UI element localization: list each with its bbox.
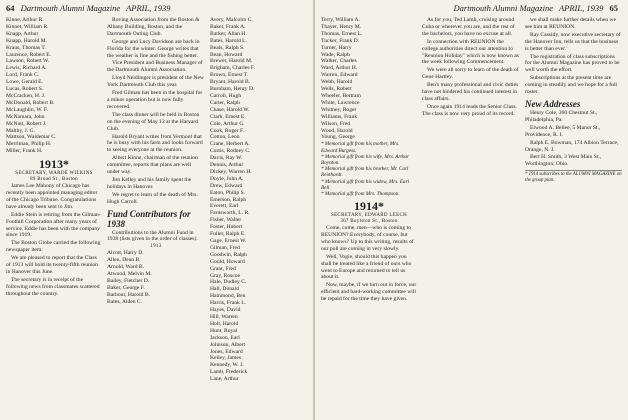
contributor-name: Crane, Herbert A.	[210, 141, 250, 148]
contributor-name: Hammond, Ben	[210, 293, 246, 300]
contributor-name: Wade, Ralph	[321, 51, 350, 58]
contributor-name: Fuller, Ralph E.	[210, 231, 246, 238]
contributor-name: Gilman, Fred	[210, 244, 240, 251]
contributor-name: Thomas, Ernest L.	[321, 30, 363, 37]
contributor-name: Lucas, Robert S.	[6, 86, 44, 93]
note-paragraph: Roving Association from the Boston & Albany Building, Boston, and the Dartmouth Outing Club.	[107, 17, 200, 37]
footnote: * 1914 subscribes to the ALUMNI MAGAZINE on the group plan.	[525, 172, 622, 183]
contributor-name: Brewer, Harold M.	[210, 58, 253, 65]
contributor-name: Doyle, John A.	[210, 175, 244, 182]
contributor-name: Dennis, Arthur	[210, 162, 244, 169]
contributor-name: Alcott, Harry D.	[107, 250, 144, 257]
secretary-address: 89 Broad St., Boston	[30, 177, 78, 183]
contributor-name: McDonald, Robert B.	[6, 99, 55, 106]
contributor-name: Barbour, Harold B.	[107, 291, 150, 298]
page-number: 65	[609, 3, 618, 13]
contributor-name: Whitney, Roger	[321, 106, 357, 113]
secretary-address: 367 Boylston St., Boston	[340, 219, 398, 225]
contributor-name: Warren, Edward	[321, 72, 358, 79]
right-page	[315, 0, 628, 420]
contributor-name: Bryant, Harold B.	[210, 79, 251, 86]
contributor-name: Kinne, Arthur R.	[6, 17, 44, 23]
contributor-name: Harris, Frank L.	[210, 300, 247, 307]
class-heading: 1913*	[39, 157, 69, 172]
fund-name-list	[321, 17, 417, 141]
contributor-name: Carter, Ralph	[210, 99, 240, 106]
left-column-3	[210, 17, 307, 416]
fund-class: 1913	[150, 244, 162, 250]
contributor-name: Hill, Warren	[210, 313, 238, 320]
note-paragraph: Well, Vogie, should this happen you shall be treated like a friend of ours who went to Europe and returned to tell us about it.	[321, 253, 412, 281]
class-notes-continued	[107, 17, 205, 206]
contributor-name: Ward, Arthur H.	[321, 65, 358, 72]
note-paragraph: Eddie Stein is retiring from the Gilman-Foothill Corporation after many years of service. Eddie has been with the company since 1919.	[6, 211, 101, 239]
note-paragraph: Vice President and Business Manager of the Dartmouth Alumni Association.	[107, 60, 203, 74]
contributor-name: Drew, Edward	[210, 182, 243, 189]
memorial-note: * Memorial gift from his wife, Mrs. Arthur Boynton.	[321, 153, 410, 166]
note-paragraph: Jim Kelley and his family spent the holidays in Hanover.	[107, 176, 192, 190]
contributor-name: Baker, George F.	[107, 284, 145, 291]
contributor-name: Williams, Frank	[321, 113, 358, 120]
contributor-name: Foster, Hubert	[210, 224, 243, 231]
contributor-name: Arnold, Ward B.	[107, 264, 145, 271]
contributor-name: Lord, Frank C.	[6, 72, 40, 79]
class-notes	[6, 183, 102, 298]
contributor-name: Atwood, Melvin M.	[107, 271, 152, 278]
contributor-name: Curtis, Rodney C.	[210, 148, 251, 155]
contributor-name: Cook, Roger F.	[210, 127, 245, 134]
contributor-name: Miller, Frank H.	[6, 148, 43, 155]
contributor-name: Everett, Earl	[210, 203, 239, 210]
contributor-name: McNutt, Robert J.	[6, 120, 47, 127]
note-paragraph: Lloyd Neidlinger is president of the New York Dartmouth Club this year.	[107, 75, 204, 89]
fund-name-list	[6, 17, 102, 155]
memorial-note: * Memorial gift from his brother, Mr. Carl Reinhardt.	[321, 166, 409, 179]
note-paragraph: Albert Kinne, chairman of the reunion committee, reports that plans are well under way.	[107, 155, 198, 176]
left-column-1	[6, 17, 102, 416]
contributor-name: Lane, Arthur	[210, 376, 239, 383]
fund-description: Contributions to the Alumni Fund in 1938 (lists given in the order of classes).	[107, 229, 198, 243]
contributor-name: Emerson, Ralph	[210, 196, 247, 203]
magazine-title: Dartmouth Alumni Magazine	[20, 3, 121, 13]
note-paragraph: Harold Bryant writes from Vermont that he is busy with his farm and looks forward to seeing everyone at the reunion.	[107, 133, 203, 154]
note-paragraph: Ray Cassidy, now executive secretary of the Hanover Inn, tells us that the business is better than ever.	[525, 31, 621, 52]
memorial-note: * Memorial gift from Mrs. Thompson.	[321, 190, 400, 197]
new-addresses-list	[525, 110, 622, 168]
contributor-name: Jones, Edward	[210, 348, 243, 355]
contributor-name: Hall, Donald	[210, 286, 239, 293]
note-paragraph: Once again 1914 leads the Senior Class. The class is now very proud of its record.	[422, 103, 517, 117]
contributor-name: Lawson, Robert W.	[6, 58, 50, 65]
note-paragraph: In connection with REUNION the college authorities direct our attention to "Reunion Holiday" which is now known as the week following Commencement.	[422, 38, 519, 66]
contributor-name: Thayer, Henry M.	[321, 23, 362, 30]
contributor-name: McLaughlin, W. F.	[6, 106, 48, 113]
contributor-name: Grant, Fred	[210, 265, 236, 272]
contributor-name: Kennedy, W. J.	[210, 362, 244, 369]
contributor-name: Merriman, Philip H.	[6, 141, 52, 148]
memorial-notes	[321, 141, 417, 197]
note-paragraph: The secretary is in receipt of the following news from classmates scattered throughout the country.	[6, 276, 100, 297]
note-paragraph: we shall make further details when we see him at REUNION.	[525, 17, 617, 30]
contributor-name: Turner, Harry	[321, 44, 352, 51]
contributor-name: Webb, Harold	[321, 79, 353, 86]
contributor-name: Jackson, Earl	[210, 334, 240, 341]
note-paragraph: Come, come, men—who is coming to REUNION? Everybody, of course, but who knows? Up to this writing, results of our poll are coming in very slowly.	[321, 225, 414, 252]
contributor-name: Gray, Roscoe	[210, 272, 241, 279]
note-paragraph: Ben's many professional and civic duties have not hindered his continued interest in class affairs.	[422, 82, 519, 102]
contributor-name: Lewis, Richard A.	[6, 65, 47, 72]
contributor-name: Bean, Howard	[210, 51, 243, 58]
note-paragraph: Subscriptions at the present time are coming in steadily and we hope for a full roster.	[525, 75, 617, 96]
contributor-name: Fisher, Walter	[210, 217, 242, 224]
contributor-name: Burnham, Henry D.	[210, 86, 255, 93]
contributor-name: Kinnet, William R.	[6, 23, 49, 30]
contributor-name: Farnsworth, L. R.	[210, 210, 250, 217]
note-paragraph: Fred Gilman has been in the hospital for a minor operation but is now fully recovered.	[107, 90, 203, 110]
contributor-name: Bates, Harold L.	[210, 37, 247, 44]
contributor-name: Mattson, Waldemar C.	[6, 134, 57, 141]
note-paragraph: As for you, Ted Lamb, cruising around Cuba or wherever you are, and the rest of the bachelors, you have no excuse at all.	[422, 17, 515, 37]
left-column-2	[107, 17, 205, 416]
contributor-name: Allen, Dean B.	[107, 257, 141, 264]
secretary-label: SECRETARY, WARDE WILKINS	[15, 171, 93, 177]
right-page-header	[321, 3, 622, 15]
contributor-name: Kraus, Thomas T.	[6, 44, 46, 51]
contributor-name: Goodwin, Ralph	[210, 251, 247, 258]
note-paragraph: We are pleased to report that the Class of 1913 will hold its twenty-fifth reunion in Hanover this June.	[6, 255, 98, 275]
contributor-name: Bailey, Fletcher D.	[107, 278, 150, 284]
contributor-name: Laurence, Robert E.	[6, 51, 52, 58]
contributor-name: Wood, Harold	[321, 127, 353, 134]
note-paragraph: We were all sorry to learn of the death of Gene Hartley.	[422, 67, 519, 81]
left-page-header	[6, 3, 307, 15]
address-entry: Henry Cole, 360 Chestnut St., Philadelphia, Pa.	[525, 109, 598, 123]
new-addresses-heading: New Addresses	[525, 98, 581, 109]
contributor-name: Dickey, Warren H.	[210, 168, 252, 175]
contributor-name: Clark, Ernest E.	[210, 113, 246, 120]
contributor-name: Bates, Alden C.	[107, 298, 143, 305]
right-column-1	[321, 17, 417, 416]
right-column-2	[422, 17, 520, 416]
contributor-name: Hayes, David	[210, 307, 241, 314]
contributor-name: Hale, Dudley C.	[210, 279, 247, 286]
contributor-name: Lamb, Frederick	[210, 369, 248, 376]
contributor-name: McNamara, John	[6, 113, 45, 120]
contributor-name: Knapp, Arthur	[6, 30, 39, 37]
contributor-name: Brown, Ernest T.	[210, 72, 249, 79]
note-paragraph: The class dinner will be held in Boston on the evening of May 12 at the Harvard Club.	[107, 111, 200, 132]
note-paragraph: George and Lucy Davidson are back in Florida for the winter. George writes that the weather is fine and the fishing better.	[107, 38, 200, 59]
contributor-name: Lowe, Gerald E.	[6, 79, 43, 86]
contributor-name: Carroll, Hugh	[210, 92, 242, 99]
address-entry: Elwood A. Bellee, 5 Manor St., Providence, R. I.	[525, 124, 601, 138]
contributor-name: Maltby, J. G.	[6, 127, 36, 134]
contributor-name: Barker, Allan H.	[210, 30, 247, 37]
note-paragraph: We regret to learn of the death of Mrs. Hugh Carroll.	[107, 191, 198, 205]
fund-name-list	[210, 17, 307, 383]
contributor-name: Wheeler, Bertram	[321, 92, 361, 99]
contributor-name: Eaton, Philip S.	[210, 189, 246, 196]
note-paragraph: The Boston Globe carried the following newspaper item:	[6, 240, 101, 254]
class-notes	[321, 225, 417, 303]
note-paragraph: James Lee Mahony of Chicago has recently been appointed managing editor of the Chicago Tribune. Congratulations have already been sent to Jim.	[6, 183, 98, 210]
contributor-name: Brigham, Charles F.	[210, 65, 255, 72]
fund-name-list	[107, 250, 205, 305]
note-paragraph: The registration of class subscriptions for the Alumni Magazine has proved to be well worth the effort.	[525, 53, 620, 74]
contributor-name: Johnson, Albert	[210, 341, 246, 348]
contributor-name: Walker, Charles	[321, 58, 357, 65]
page-number: 64	[6, 3, 15, 13]
contributor-name: Tucker, Frank D.	[321, 37, 360, 44]
contributor-name: Chase, Harold W.	[210, 106, 250, 113]
contributor-name: Davis, Ray W.	[210, 155, 243, 162]
contributor-name: Baker, Frank A.	[210, 23, 246, 30]
issue-date: APRIL, 1939	[558, 3, 604, 13]
note-paragraph: Now, maybe, if we turn out in force, our efficient and hard-working committee will be repaid for the time they have given.	[321, 282, 417, 303]
magazine-title: Dartmouth Alumni Magazine	[453, 3, 553, 13]
memorial-note: * Memorial gift from his widow, Mrs. Earl Bell.	[321, 178, 410, 191]
contributor-name: Hunt, Royal	[210, 327, 238, 334]
class-notes-continued	[422, 17, 520, 118]
contributor-name: Terry, William A.	[321, 17, 360, 23]
contributor-name: Wells, Robert	[321, 86, 352, 93]
contributor-name: White, Lawrence	[321, 99, 360, 106]
contributor-name: Beals, Ralph S.	[210, 44, 245, 51]
contributor-name: Cotton, Leon	[210, 134, 240, 141]
address-entry: Ralph E. Bowman, 174 Albion Terrace, Orange, N. J.	[525, 139, 619, 153]
contributor-name: Young, George	[321, 134, 355, 141]
left-page	[0, 0, 313, 420]
contributor-name: Kelley, James	[210, 355, 242, 362]
right-column-3	[525, 17, 622, 416]
contributor-name: Cole, Arthur G.	[210, 120, 245, 127]
issue-date: APRIL, 1939	[126, 3, 171, 13]
address-entry: Bert H. Smith, 3 West Main St., Worthington, Ohio.	[525, 154, 602, 168]
fund-heading: Fund Contributors for 1938	[107, 208, 191, 229]
class-heading: 1914*	[354, 199, 384, 214]
class-notes-continued	[525, 17, 622, 96]
contributor-name: Avery, Malcolm C.	[210, 17, 253, 23]
contributor-name: Knapp, Harold M.	[6, 37, 48, 44]
contributor-name: Wilson, Fred	[321, 120, 350, 127]
memorial-note: * Memorial gift from his mother, Mrs. Edward Burgess.	[321, 141, 400, 154]
contributor-name: Gould, Howard	[210, 258, 245, 265]
contributor-name: Gage, Ernest W.	[210, 238, 247, 244]
secretary-label: SECRETARY, EDWARD LEECH	[331, 213, 407, 219]
contributor-name: McCracken, H. J.	[6, 92, 46, 99]
contributor-name: Holt, Harold	[210, 320, 239, 327]
